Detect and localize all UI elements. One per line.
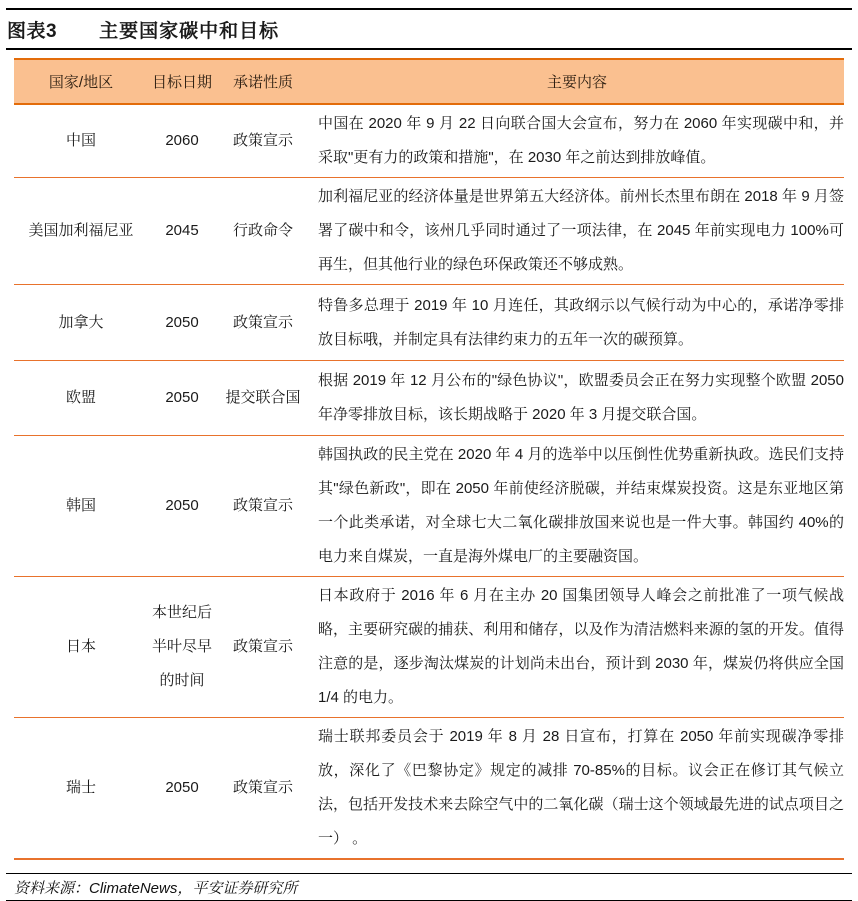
cell-target-date: 本世纪后半叶尽早的时间 — [148, 577, 216, 718]
cell-commitment-nature: 政策宣示 — [216, 577, 310, 718]
cell-target-date: 2050 — [148, 436, 216, 577]
header-cell-target-date: 目标日期 — [148, 59, 216, 104]
header-cell-main-content: 主要内容 — [310, 59, 844, 104]
table-header-row — [14, 59, 844, 104]
carbon-neutrality-table — [14, 58, 844, 860]
header-cell-commitment-nature: 承诺性质 — [216, 59, 310, 104]
table-row — [14, 285, 844, 361]
cell-commitment-nature: 政策宣示 — [216, 436, 310, 577]
cell-main-content: 特鲁多总理于 2019 年 10 月连任，其政纲示以气候行动为中心的，承诺净零排放目标哦，并制定具有法律约束力的五年一次的碳预算。 — [310, 285, 844, 361]
cell-region: 中国 — [14, 104, 148, 178]
figure-title-row — [7, 16, 858, 43]
header-cell-region: 国家/地区 — [14, 59, 148, 104]
cell-region: 欧盟 — [14, 361, 148, 436]
cell-commitment-nature: 提交联合国 — [216, 361, 310, 436]
cell-main-content: 根据 2019 年 12 月公布的"绿色协议"，欧盟委员会正在努力实现整个欧盟 2050 年净零排放目标，该长期战略于 2020 年 3 月提交联合国。 — [310, 361, 844, 436]
table-row — [14, 577, 844, 718]
table-row — [14, 104, 844, 178]
title-divider — [6, 48, 852, 50]
cell-main-content: 韩国执政的民主党在 2020 年 4 月的选举中以压倒性优势重新执政。选民们支持其"绿色新政"，即在 2050 年前使经济脱碳，并结束煤炭投资。这是东亚地区第一个此类承诺，对全球七大二氧化碳排放国来说也是一件大事。韩国约 40%的电力来自煤炭，一直是海外煤电厂的主要融资国。 — [310, 436, 844, 577]
cell-commitment-nature: 政策宣示 — [216, 285, 310, 361]
cell-target-date: 2050 — [148, 361, 216, 436]
cell-target-date: 2060 — [148, 104, 216, 178]
cell-commitment-nature: 政策宣示 — [216, 718, 310, 860]
source-note: 资料来源：ClimateNews，平安证券研究所 — [14, 880, 298, 897]
cell-main-content: 日本政府于 2016 年 6 月在主办 20 国集团领导人峰会之前批准了一项气候战略，主要研究碳的捕获、利用和储存，以及作为清洁燃料来源的氢的开发。值得注意的是，逐步淘汰煤炭的计划尚未出台，预计到 2030 年，煤炭仍将供应全国 1/4 的电力。 — [310, 577, 844, 718]
footer-top-divider — [6, 873, 852, 874]
cell-main-content: 中国在 2020 年 9 月 22 日向联合国大会宣布，努力在 2060 年实现碳中和，并采取"更有力的政策和措施"，在 2030 年之前达到排放峰值。 — [310, 104, 844, 178]
figure-label: 图表3 — [7, 21, 58, 42]
cell-region: 日本 — [14, 577, 148, 718]
cell-target-date: 2050 — [148, 718, 216, 860]
cell-target-date: 2050 — [148, 285, 216, 361]
cell-region: 韩国 — [14, 436, 148, 577]
cell-region: 美国加利福尼亚 — [14, 178, 148, 285]
table-row — [14, 718, 844, 860]
cell-target-date: 2045 — [148, 178, 216, 285]
cell-region: 瑞士 — [14, 718, 148, 860]
table-row — [14, 361, 844, 436]
table-row — [14, 436, 844, 577]
top-divider — [6, 8, 852, 10]
cell-region: 加拿大 — [14, 285, 148, 361]
cell-commitment-nature: 行政命令 — [216, 178, 310, 285]
cell-main-content: 加利福尼亚的经济体量是世界第五大经济体。前州长杰里布朗在 2018 年 9 月签署了碳中和令，该州几乎同时通过了一项法律，在 2045 年前实现电力 100%可再生，但其他行业的绿色环保政策还不够成熟。 — [310, 178, 844, 285]
table-row — [14, 178, 844, 285]
cell-commitment-nature: 政策宣示 — [216, 104, 310, 178]
cell-main-content: 瑞士联邦委员会于 2019 年 8 月 28 日宣布，打算在 2050 年前实现碳净零排放，深化了《巴黎协定》规定的减排 70-85%的目标。议会正在修订其气候立法，包括开发技术来去除空气中的二氧化碳（瑞士这个领域最先进的试点项目之一） 。 — [310, 718, 844, 860]
figure-title: 主要国家碳中和目标 — [99, 21, 280, 42]
